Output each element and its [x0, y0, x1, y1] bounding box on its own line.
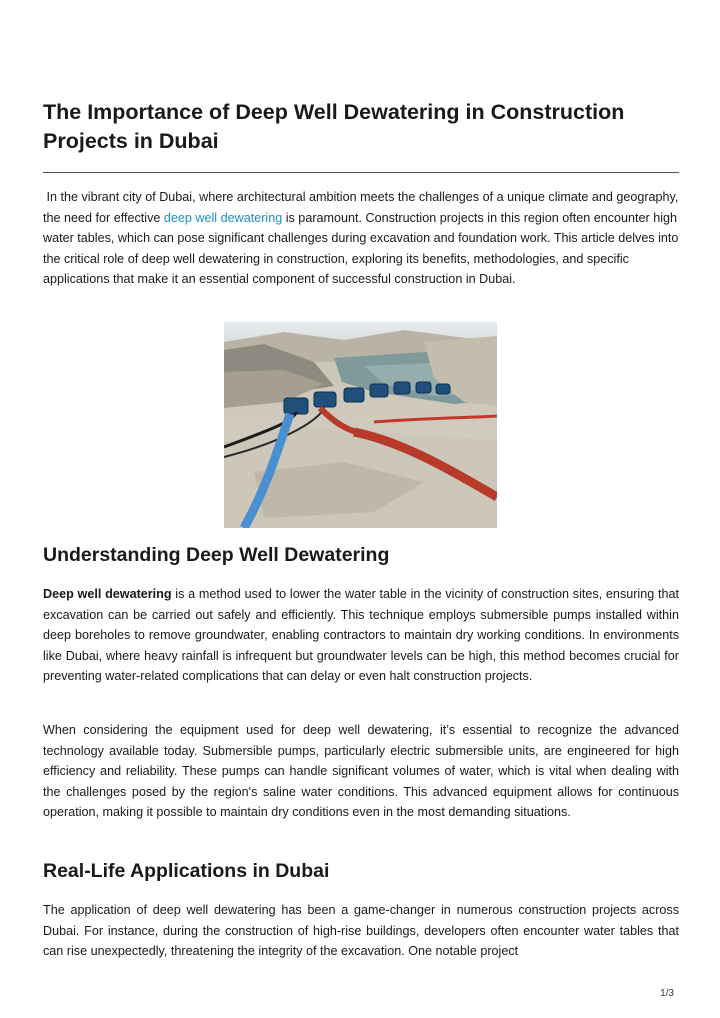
section1-paragraph-1	[43, 584, 679, 687]
intro-paragraph	[43, 187, 679, 290]
page-title: The Importance of Deep Well Dewatering in Construction Projects in Dubai	[43, 100, 625, 153]
section1-paragraph-2: When considering the equipment used for deep well dewatering, it’s essential to recognize the advanced technology available today. Submersible pumps, particularly electric submersible units, are engineered for high efficiency and reliability. These pumps can handle significant volumes of water, which is vital when dealing with the challenges posed by the region's saline water conditions. This advanced equipment allows for continuous operation, making it possible to maintain dry conditions even in the most demanding situations.	[43, 723, 679, 820]
deep-well-dewatering-bold: Deep well dewatering	[43, 587, 172, 601]
section-heading-understanding: Understanding Deep Well Dewatering	[43, 544, 390, 566]
dewatering-pumps-photo	[224, 322, 497, 528]
intro-text-start: In the vibrant city of Dubai, where architectural ambition meets the challenges of a unique climate and geography, the need for effective	[43, 190, 679, 225]
deep-well-dewatering-link[interactable]: deep well dewatering	[163, 210, 283, 225]
section-heading-real-life: Real-Life Applications in Dubai	[43, 860, 330, 882]
intro-text-end: is paramount. Construction projects in this region often encounter high water tables, which can pose significant challenges during excavation and foundation work. This article delves into the critical role of deep well dewatering in construction, exploring its benefits, methodologies, and specific applications that make it an essential component of successful construction in Dubai.	[43, 210, 679, 287]
title-divider	[43, 172, 679, 173]
section2-paragraph-1: The application of deep well dewatering has been a game-changer in numerous construction projects across Dubai. For instance, during the construction of high-rise buildings, developers often encounter water tables that can rise unexpectedly, threatening the integrity of the excavation. One notable project	[43, 903, 679, 959]
section1-paragraph-1-text: is a method used to lower the water table in the vicinity of construction sites, ensuring that excavation can be carried out safely and efficiently. This technique employs submersible pumps installed within deep boreholes to remove groundwater, enabling contractors to maintain dry working conditions. In environments like Dubai, where heavy rainfall is infrequent but groundwater levels can be high, this method becomes crucial for preventing water-related complications that can delay or even halt construction projects.	[43, 587, 679, 684]
page-number: 1/3	[660, 988, 674, 999]
